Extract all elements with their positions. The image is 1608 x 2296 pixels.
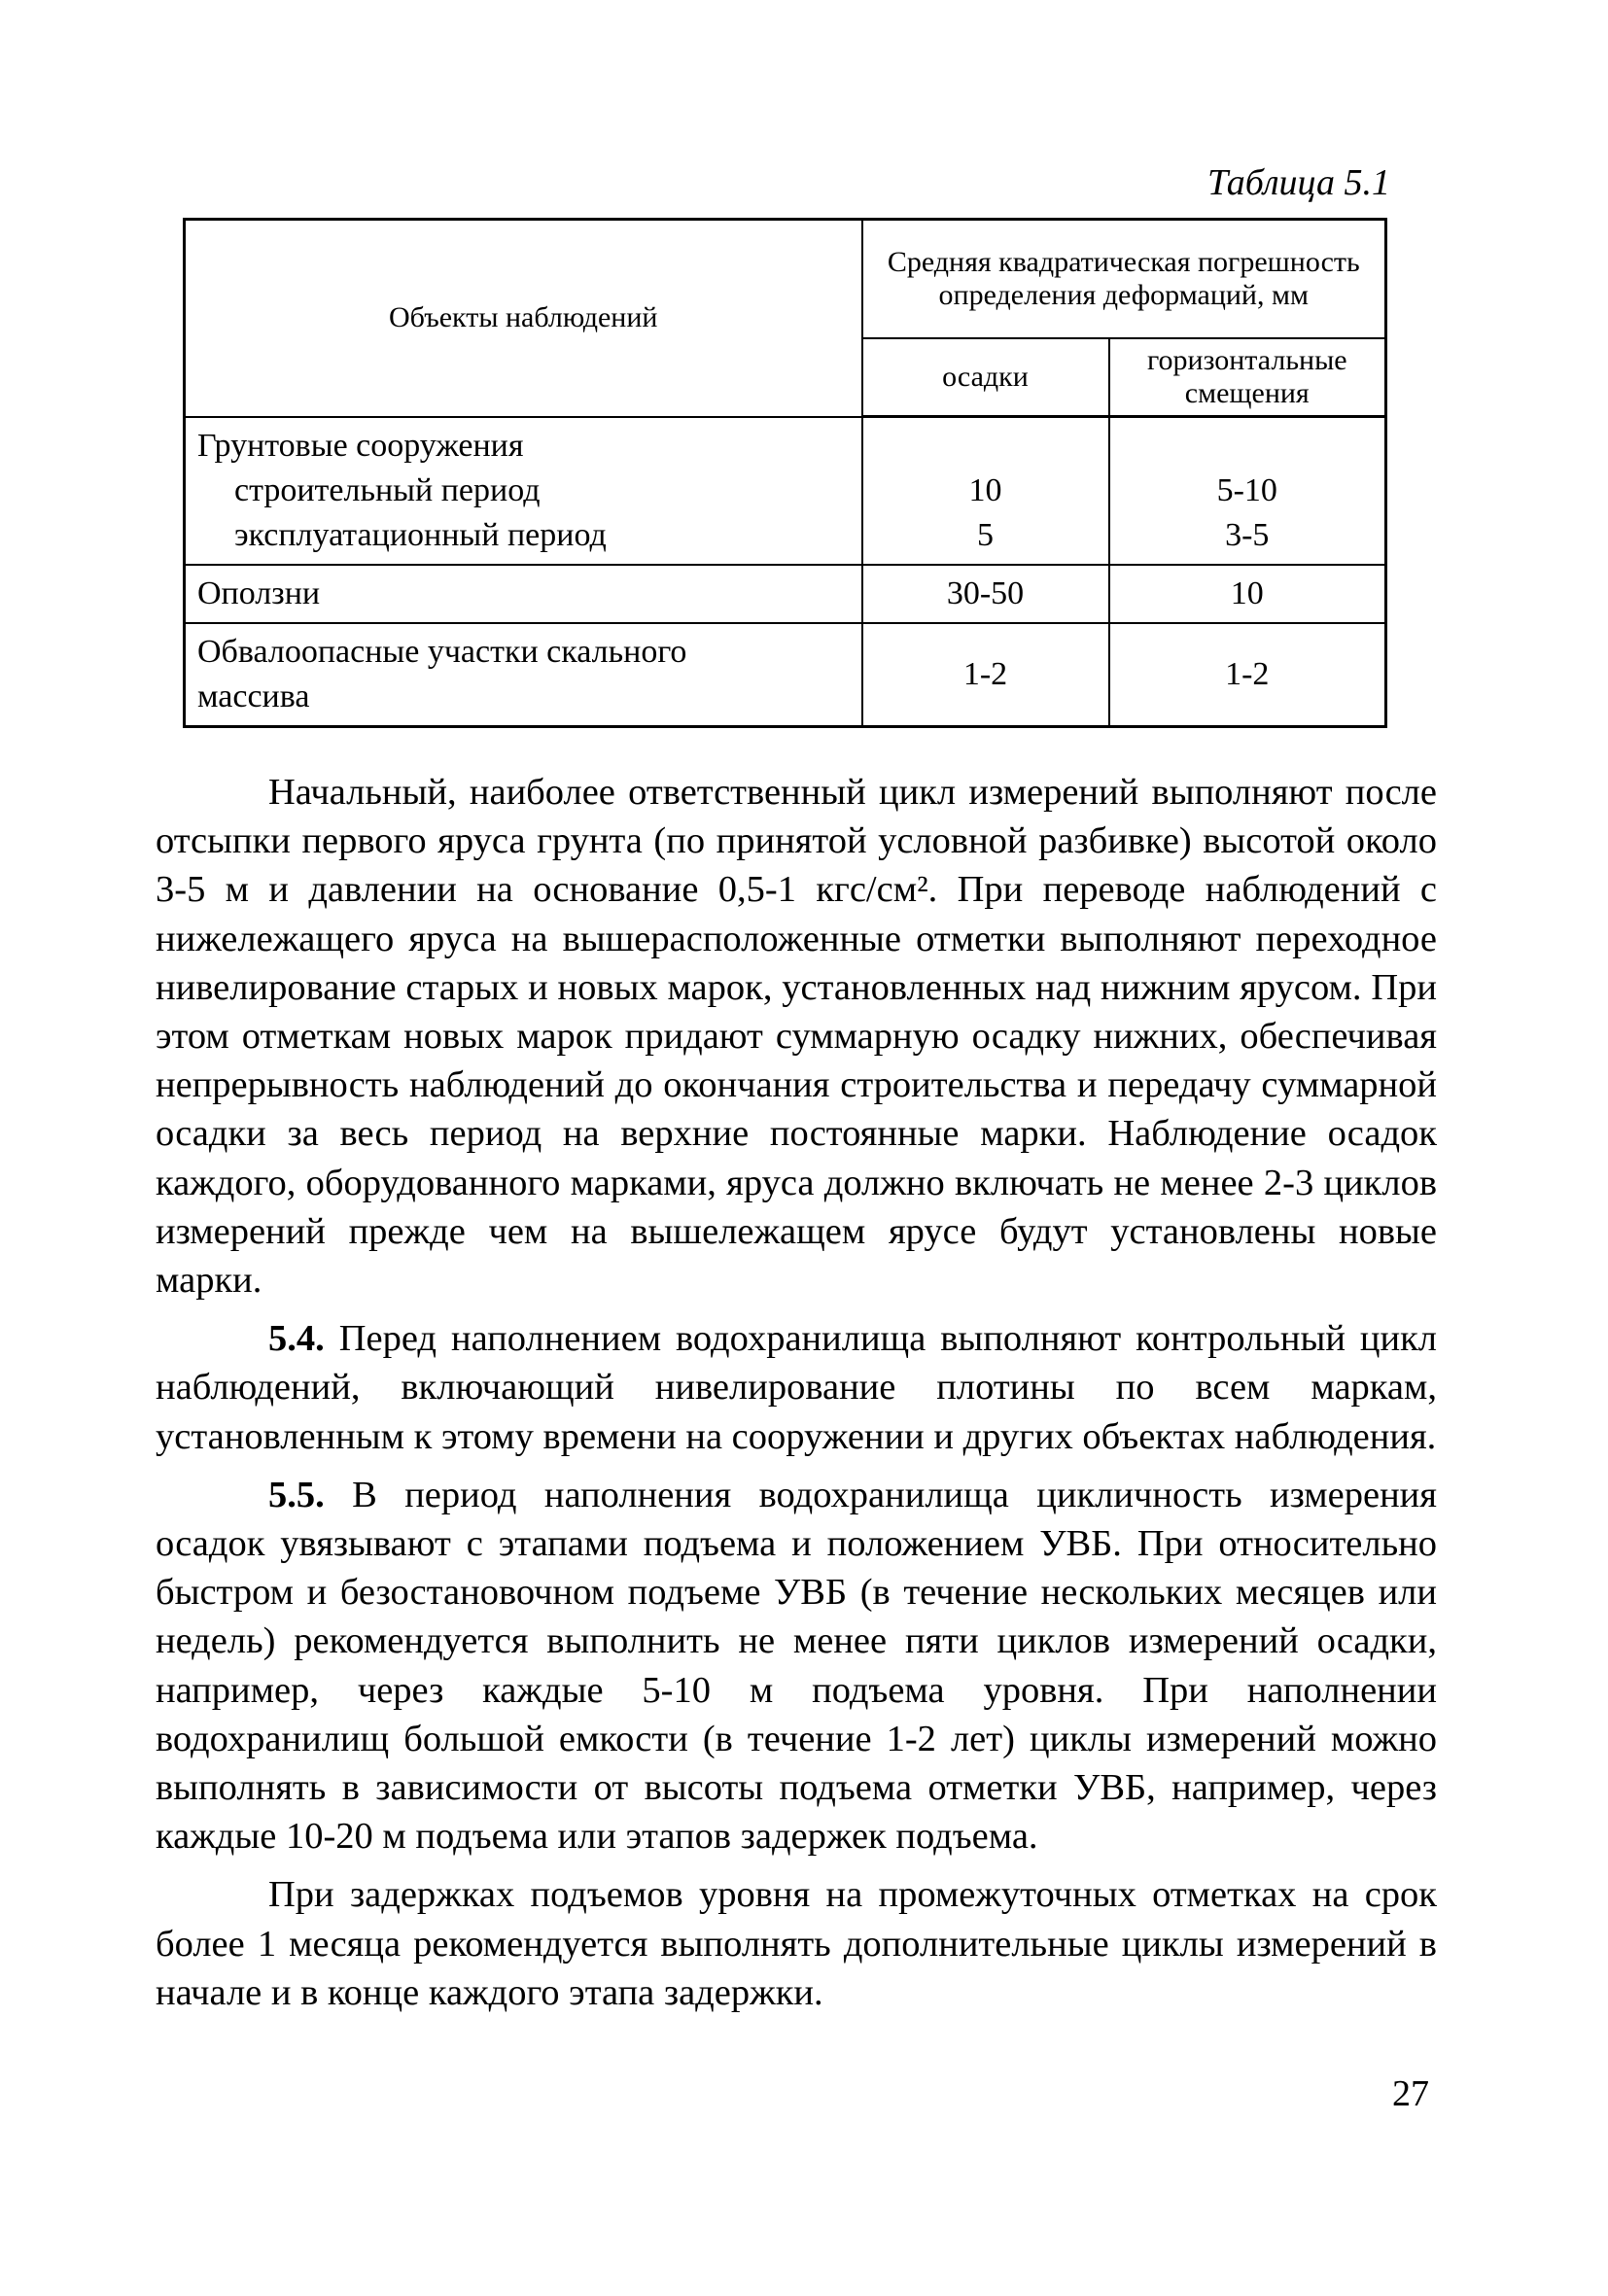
- row-value-line: [867, 424, 1104, 469]
- paragraph-text: Перед наполнением водохранилища выполняют контрольный цикл наблюдений, включающий нивелирование плотины по всем маркам, установленным к этому времени на сооружении и других объектах наблюдения.: [156, 1318, 1437, 1457]
- row-value-line: 1-2: [962, 656, 1008, 692]
- row-settlement-cell: [862, 623, 1109, 727]
- paragraph-text: При задержках подъемов уровня на промежуточных отметках на срок более 1 месяца рекомендуется выполнять дополнительные циклы измерений в начале и в конце каждого этапа задержки.: [156, 1874, 1437, 2013]
- paragraph-text: Начальный, наиболее ответственный цикл измерений выполняют после отсыпки первого яруса грунта (по принятой условной разбивке) высотой около 3-5 м и давлении на основание 0,5-1 кгс/см². При переводе наблюдений с нижележащего яруса на вышерасположенные отметки выполняют переходное нивелирование старых и новых марок, установленных над нижним ярусом. При этом отметкам новых марок придают суммарную осадку нижних, обеспечивая непрерывность наблюдений до окончания строительства и передачу суммарной осадки за весь период на верхние постоянные марки. Наблюдение осадок каждого, оборудованного марками, яруса должно включать не менее 2-3 циклов измерений прежде чем на вышележащем ярусе будут установлены новые марки.: [156, 772, 1437, 1302]
- row-object-line: Оползни: [197, 575, 321, 611]
- row-value-line: 10: [968, 472, 1002, 508]
- row-horizontal-cell: [1109, 623, 1386, 727]
- paragraph: [156, 768, 1437, 1305]
- section-number: 5.5.: [268, 1474, 325, 1515]
- body-text: [156, 768, 1437, 2027]
- row-settlement-cell: [862, 565, 1109, 623]
- table-row: [185, 417, 1386, 566]
- row-object-cell: [185, 417, 862, 566]
- row-horizontal-cell: [1109, 565, 1386, 623]
- deformation-accuracy-table: [183, 218, 1387, 728]
- paragraph: [156, 1870, 1437, 2017]
- header-error-group: Средняя квадратическая погрешность определения деформаций, мм: [862, 220, 1386, 339]
- row-object-cell: [185, 565, 862, 623]
- row-object-line: массива: [197, 678, 310, 714]
- row-object-line: строительный период: [234, 471, 541, 508]
- table-row: [185, 623, 1386, 727]
- header-settlement: осадки: [862, 338, 1109, 417]
- row-object-cell: [185, 623, 862, 727]
- header-objects: Объекты наблюдений: [185, 220, 862, 417]
- row-object-line: Обвалоопасные участки скального: [197, 634, 687, 670]
- paragraph: [156, 1471, 1437, 1861]
- paragraph-text: В период наполнения водохранилища цикличность измерения осадок увязывают с этапами подъема и положением УВБ. При относительно быстром и безостановочном подъеме УВБ (в течение нескольких месяцев или недель) рекомендуется выполнить не менее пяти циклов измерений осадки, например, через каждые 5-10 м подъема уровня. При наполнении водохранилищ большой емкости (в течение 1-2 лет) циклы измерений можно выполнять в зависимости от высоты подъема отметки УВБ, например, через каждые 10-20 м подъема или этапов задержек подъема.: [156, 1474, 1437, 1858]
- row-object-line: Грунтовые сооружения: [197, 427, 524, 464]
- row-value-line: [1114, 424, 1381, 469]
- table-header-row: [185, 220, 1386, 339]
- row-value-line: 5-10: [1216, 472, 1277, 508]
- section-number: 5.4.: [268, 1318, 325, 1360]
- row-object-line: эксплуатационный период: [234, 516, 607, 553]
- table-row: [185, 565, 1386, 623]
- row-value-line: 1-2: [1225, 656, 1270, 692]
- row-value-line: 10: [1230, 575, 1264, 611]
- row-value-line: 30-50: [946, 575, 1025, 611]
- row-settlement-cell: [862, 417, 1109, 566]
- paragraph: [156, 1314, 1437, 1461]
- row-value-line: 3-5: [1225, 517, 1270, 553]
- page-number: 27: [1392, 2073, 1429, 2114]
- table-caption: Таблица 5.1: [1207, 162, 1390, 203]
- header-horizontal: горизонтальные смещения: [1109, 338, 1386, 417]
- row-value-line: 5: [977, 517, 994, 553]
- row-horizontal-cell: [1109, 417, 1386, 566]
